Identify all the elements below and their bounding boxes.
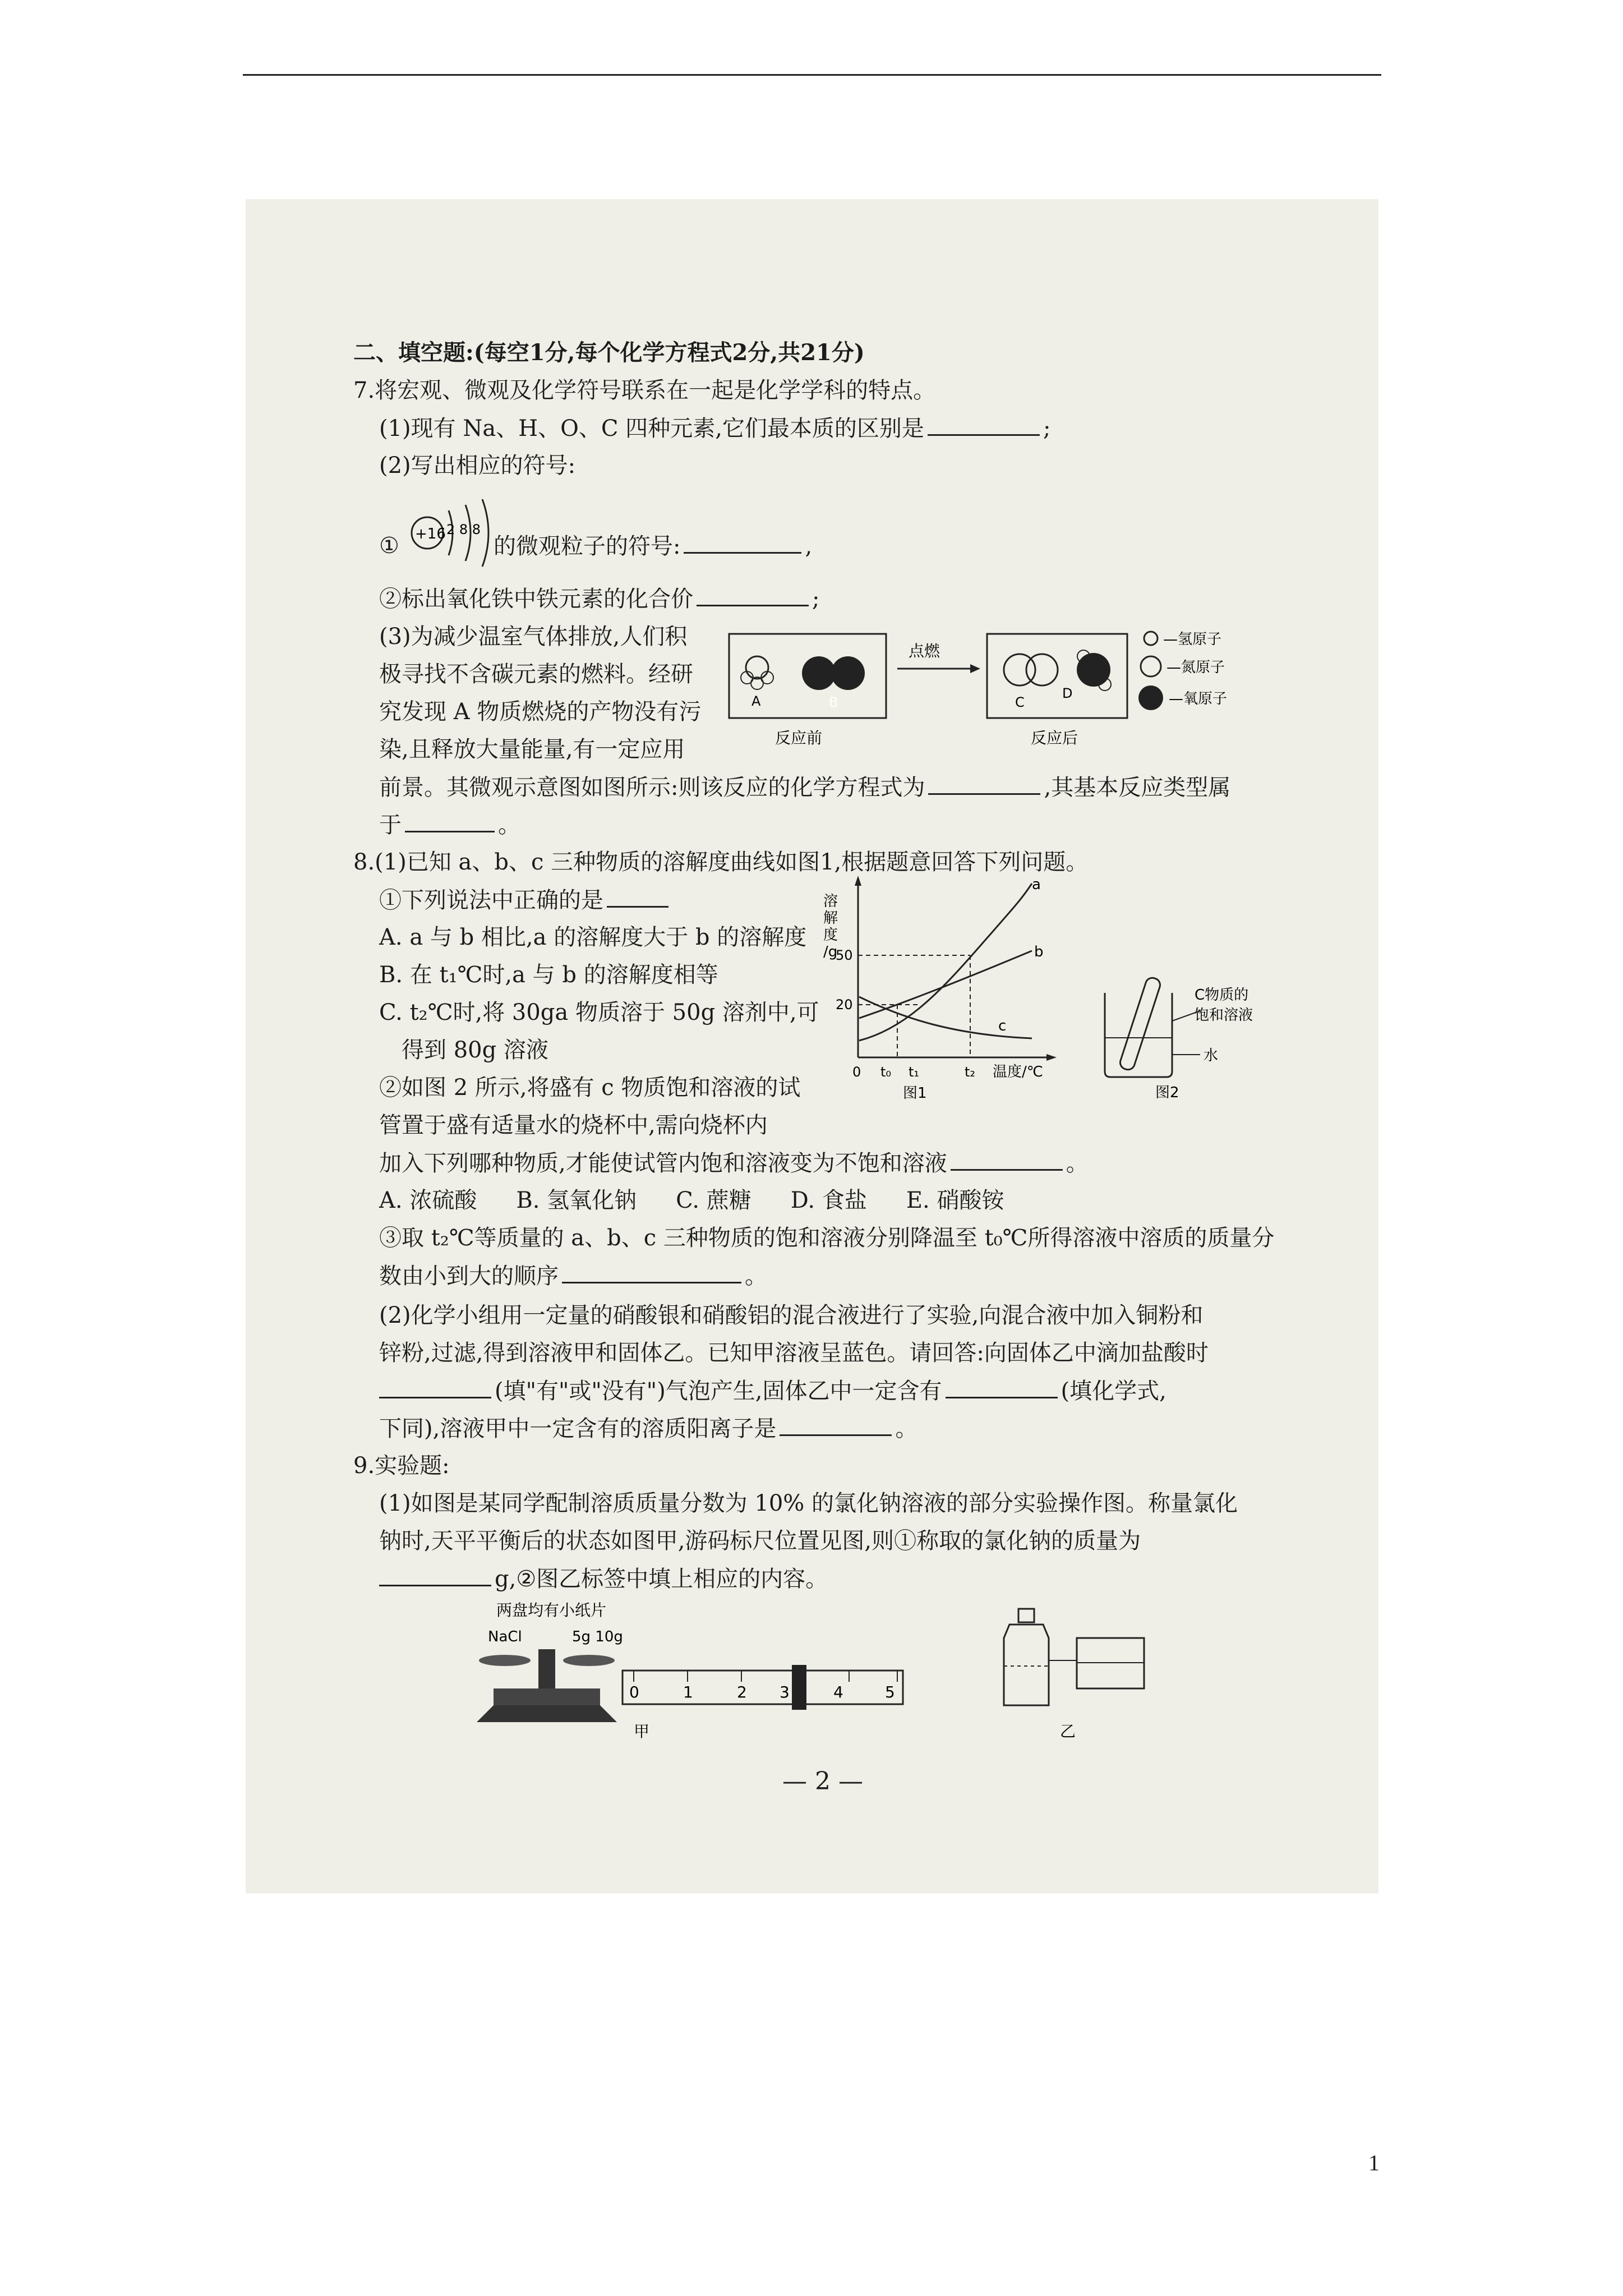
answer-blank	[379, 1565, 491, 1586]
fig1-caption: 图1	[903, 1085, 927, 1102]
right-pan	[563, 1655, 615, 1666]
legend-h-icon	[1144, 632, 1158, 645]
q8-choices	[379, 1186, 1004, 1214]
q7-part1	[379, 414, 1050, 443]
q7-s2-end: ;	[812, 586, 820, 612]
q8-p2-line4	[379, 1414, 917, 1443]
scan-page-number: — 2 —	[782, 1767, 863, 1796]
bottle-body	[1004, 1625, 1049, 1705]
curve-b-label: b	[1034, 944, 1044, 960]
q8-s1	[379, 886, 672, 914]
legend-o-icon	[1138, 685, 1163, 710]
ylabel-1: 溶	[823, 893, 838, 910]
xtick-t1: t₁	[909, 1064, 920, 1080]
choice-b: B. 氢氧化钠	[516, 1188, 637, 1213]
xlabel: 温度/℃	[993, 1064, 1043, 1080]
q9-line1: (1)如图是某同学配制溶质质量分数为 10% 的氯化钠溶液的部分实验操作图。称量氯化	[379, 1490, 1238, 1516]
q8-opt-b: B. 在 t₁℃时,a 与 b 的溶解度相等	[379, 962, 718, 988]
q8-opt-c1: C. t₂℃时,将 30ga 物质溶于 50g 溶剂中,可	[379, 1000, 819, 1025]
balance-base	[494, 1688, 600, 1705]
q8-opt-c2: 得到 80g 溶液	[402, 1037, 548, 1063]
beaker-test-tube-figure	[1099, 970, 1290, 1099]
x-axis-arrow-icon	[1046, 1054, 1057, 1061]
label-c: C	[1015, 694, 1025, 710]
q7-s2-text: ②标出氧化铁中铁元素的化合价	[379, 586, 693, 612]
header-rule	[243, 74, 1381, 76]
q7-p3-line4: 染,且释放大量能量,有一定应用	[379, 737, 685, 762]
xtick-t2: t₂	[965, 1064, 976, 1080]
label-a: A	[751, 693, 761, 709]
atom-o	[1077, 653, 1110, 687]
arrow-label: 点燃	[909, 642, 940, 660]
q8-p2-line3-text: (填"有"或"没有")气泡产生,固体乙中一定含有	[495, 1378, 942, 1404]
answer-blank	[697, 585, 809, 606]
choice-a: A. 浓硫酸	[379, 1188, 477, 1213]
rider-marker	[792, 1665, 806, 1710]
ruler-tick-2: 2	[737, 1683, 747, 1701]
q7-p3-line2: 极寻找不含碳元素的燃料。经研	[379, 661, 693, 687]
q8-p2-line1: (2)化学小组用一定量的硝酸银和硝酸铝的混合液进行了实验,向混合液中加入铜粉和	[379, 1303, 1204, 1328]
q8-p2-line4-text: 下同),溶液甲中一定含有的溶质阳离子是	[379, 1416, 777, 1442]
ytick-20: 20	[836, 997, 853, 1013]
answer-blank	[607, 886, 668, 908]
ylabel-4: /g	[823, 944, 838, 960]
legend-n-icon	[1141, 656, 1161, 677]
q7-p3-line3: 究发现 A 物质燃烧的产物没有污	[379, 699, 702, 725]
ylabel-3: 度	[823, 927, 838, 944]
reagent-bottle-figure	[987, 1604, 1178, 1739]
reaction-micro-diagram	[723, 623, 1284, 757]
page-number: 1	[1368, 2150, 1380, 2175]
q7-stem: 7.将宏观、微观及化学符号联系在一起是化学学科的特点。	[353, 378, 936, 403]
electron-shell-3	[482, 499, 488, 567]
q8-p2-line4-end: 。	[895, 1416, 918, 1442]
q8-s2-line3-end: 。	[1066, 1151, 1089, 1176]
nucleus-charge: +16	[415, 526, 446, 542]
ruler-tick-3: 3	[780, 1683, 790, 1701]
q7-part1-end: ;	[1043, 416, 1051, 441]
test-tube	[1118, 976, 1161, 1071]
q8-s3-line1: ③取 t₂℃等质量的 a、b、c 三种物质的饱和溶液分别降温至 t₀℃所得溶液中溶质的质量分	[379, 1225, 1275, 1251]
balance-pillar	[538, 1649, 555, 1688]
q7-p3-line1: (3)为减少温室气体排放,人们积	[379, 624, 688, 650]
answer-blank	[405, 811, 495, 832]
q7-s1-num: ①	[379, 533, 399, 559]
choice-d: D. 食盐	[790, 1188, 867, 1213]
xtick-t0: t₀	[880, 1064, 892, 1080]
answer-blank	[684, 532, 801, 554]
fig-yi-caption: 乙	[1060, 1722, 1076, 1739]
q7-s1-text: 的微观粒子的符号:	[494, 533, 681, 559]
q7-part2: (2)写出相应的符号:	[379, 453, 576, 478]
q7-s1	[494, 532, 812, 560]
arrow-head-icon	[970, 664, 980, 673]
answer-blank	[946, 1377, 1058, 1398]
q9-line2: 钠时,天平平衡后的状态如图甲,游码标尺位置见图,则①称取的氯化钠的质量为	[379, 1528, 1141, 1554]
bottle-cap	[1018, 1609, 1034, 1622]
q8-s2-line3	[379, 1149, 1089, 1177]
answer-blank	[928, 414, 1040, 436]
ytick-50: 50	[836, 947, 853, 963]
ylabel-2: 解	[823, 910, 838, 927]
q8-p2-line2: 锌粉,过滤,得到溶液甲和固体乙。已知甲溶液呈蓝色。请回答:向固体乙中滴加盐酸时	[379, 1340, 1209, 1366]
legend-n: —氮原子	[1166, 659, 1225, 676]
q9-stem: 9.实验题:	[353, 1453, 450, 1479]
weights-label: 5g 10g	[572, 1628, 623, 1645]
choice-e: E. 硝酸铵	[906, 1188, 1004, 1213]
balance-foot	[477, 1705, 617, 1722]
left-pan	[479, 1655, 531, 1666]
q8-p2-line3-end: (填化学式,	[1061, 1378, 1166, 1404]
label-d: D	[1062, 685, 1073, 701]
q8-s2-line1: ②如图 2 所示,将盛有 c 物质饱和溶液的试	[379, 1075, 801, 1101]
answer-blank	[928, 773, 1040, 795]
section-title: 二、填空题:(每空1分,每个化学方程式2分,共21分)	[353, 339, 865, 366]
before-label: 反应前	[775, 729, 823, 747]
q8-s2-line3-text: 加入下列哪种物质,才能使试管内饱和溶液变为不饱和溶液	[379, 1151, 947, 1176]
answer-blank	[780, 1414, 892, 1436]
ruler-tick-1: 1	[683, 1683, 693, 1701]
q7-p3-line5-text: 前景。其微观示意图如图所示:则该反应的化学方程式为	[379, 775, 925, 800]
q8-s3-line2-end: 。	[745, 1263, 767, 1289]
y-axis-arrow-icon	[855, 876, 861, 886]
q8-stem: 8.(1)已知 a、b、c 三种物质的溶解度曲线如图1,根据题意回答下列问题。	[353, 849, 1089, 875]
solubility-curve-figure	[808, 867, 1099, 1102]
ruler-tick-4: 4	[833, 1683, 843, 1701]
choice-c: C. 蔗糖	[676, 1188, 751, 1213]
q8-p2-line3	[379, 1377, 1166, 1405]
q7-s1-end: ,	[805, 533, 813, 559]
label-b: B	[829, 694, 838, 710]
fig2-label-1: C物质的	[1195, 987, 1249, 1004]
answer-blank	[379, 1377, 491, 1398]
ruler-tick-5: 5	[885, 1683, 895, 1701]
curve-a-label: a	[1032, 876, 1041, 893]
q8-s3-line2-text: 数由小到大的顺序	[379, 1263, 559, 1289]
q7-p3-line6-end: 。	[498, 812, 520, 838]
nacl-label: NaCl	[488, 1628, 522, 1645]
q9-line3	[379, 1565, 828, 1593]
legend-h: —氢原子	[1163, 631, 1222, 648]
atom-o	[831, 656, 865, 690]
ruler-tick-0: 0	[629, 1683, 639, 1701]
q9-line3-text: g,②图乙标签中填上相应的内容。	[495, 1566, 828, 1592]
balance-note: 两盘均有小纸片	[496, 1601, 607, 1619]
fig2-label-3: 水	[1204, 1047, 1219, 1064]
sulfur-atom-structure-diagram	[404, 494, 505, 572]
q7-p3-line6-text: 于	[379, 812, 402, 838]
atom-n	[746, 656, 768, 679]
fig2-label-2: 饱和溶液	[1195, 1007, 1253, 1024]
answer-blank	[562, 1262, 741, 1283]
q8-s3-line2	[379, 1262, 767, 1290]
q8-s1-text: ①下列说法中正确的是	[379, 887, 603, 913]
atom-o	[802, 656, 836, 690]
ruler-ticks	[634, 1671, 897, 1682]
q8-opt-a: A. a 与 b 相比,a 的溶解度大于 b 的溶解度	[379, 924, 807, 950]
electron-counts: 2 8 8	[446, 522, 481, 537]
q7-p3-line5-end: ,其基本反应类型属	[1044, 775, 1231, 800]
after-label: 反应后	[1031, 729, 1078, 747]
q7-part1-text: (1)现有 Na、H、O、C 四种元素,它们最本质的区别是	[379, 416, 924, 441]
fig2-caption: 图2	[1155, 1084, 1179, 1099]
q7-p3-line5	[379, 773, 1230, 802]
curve-c-label: c	[998, 1018, 1007, 1034]
balance-and-ruler-figure	[471, 1599, 920, 1745]
q7-s2	[379, 585, 819, 613]
legend-o: —氧原子	[1169, 691, 1228, 707]
xtick-0: 0	[852, 1064, 861, 1080]
rider-ruler	[623, 1671, 903, 1704]
answer-blank	[951, 1149, 1063, 1171]
q8-s2-line2: 管置于盛有适量水的烧杯中,需向烧杯内	[379, 1112, 768, 1138]
fig-jia-caption: 甲	[634, 1722, 650, 1741]
q7-p3-line6	[379, 811, 520, 839]
atom-n	[1026, 654, 1058, 685]
